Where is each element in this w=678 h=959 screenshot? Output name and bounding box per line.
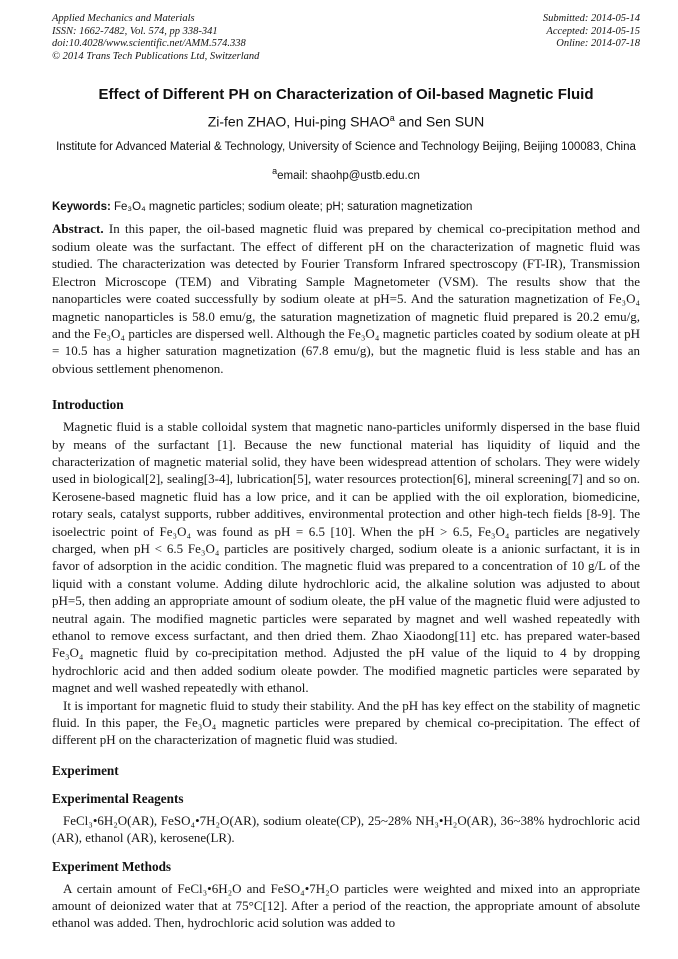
affiliation: Institute for Advanced Material & Technology, University of Science and Technology Beijing, Beijing 100083, China (56, 140, 636, 153)
paper-title: Effect of Different PH on Characterization of Oil-based Magnetic Fluid (98, 86, 594, 103)
journal-header-right (543, 13, 640, 63)
author-affiliation-superscript: a (389, 113, 395, 123)
keywords-label: Keywords: (52, 201, 111, 214)
copyright-line: © 2014 Trans Tech Publications Ltd, Switzerland (52, 50, 260, 62)
section-heading-introduction: Introduction (52, 397, 124, 413)
subsection-heading-experiment-methods: Experiment Methods (52, 858, 172, 874)
section-heading-experiment: Experiment (52, 762, 119, 778)
abstract-paragraph (52, 220, 640, 377)
subsection-heading-experimental-reagents: Experimental Reagents (52, 790, 184, 806)
issn-volume-line: ISSN: 1662-7482, Vol. 574, pp 338-341 (52, 25, 218, 37)
introduction-paragraph-1: Magnetic fluid is a stable colloidal system that magnetic nano-particles uniformly dispersed in the base fluid by means of the surfactant [1]. Because the new functional material has liquidity of liquid and the characterization of magnetic material solid, they have been widespread attention of scholars. They were widely used in biological[2], sealing[3-4], lubrication[5], water resources protection[6], mineral screening[7] and so on. Kerosene-based magnetic fluid has a low price, and it can be applied with the oil exploration, biomedicine, rotary seals, catalyst supports, rubber additives, environmental protection and other high-tech fields [8-9]. The isoelectric point of Fe₃O₄ was found as pH = 6.5 [10]. When the pH > 6.5, Fe₃O₄ particles are negatively charged, when pH < 6.5 Fe₃O₄ particles are positively charged, sodium oleate is a anionic surfactant, it is in favor of adsorption in the acidic condition. The magnetic fluid was prepared to a concentration of 10 g/L of the liquid with a constant volume. Adding dilute hydrochloric acid, the alkaline solution was adjusted to about pH=5, then adding an appropriate amount of sodium oleate, the pH value of the magnetic fluid were adjusted to neutral again. The modified magnetic particles were separated by magnet and well washed repeatedly with ethanol to remove excess surfactant, and then dried them. Zhao Xiaodong[11] etc. has prepared water-based Fe₃O₄ magnetic fluid by co-precipitation method. Adjusted the pH value of the liquid to 4 by dropping hydrochloric acid and then added sodium oleate powder. The modified magnetic particles were separated by magnet and well washed repeatedly with ethanol. (52, 419, 640, 696)
authors-line (52, 113, 640, 130)
journal-header (52, 13, 640, 63)
submitted-date: Submitted: 2014-05-14 (542, 13, 640, 24)
introduction-paragraph-2: It is important for magnetic fluid to study their stability. And the pH has key effect on the stability of magnetic fluid. In this paper, the Fe₃O₄ magnetic particles were prepared by chemical co-precipitation. The effect of different pH on the characterization of magnetic fluid was studied. (52, 697, 640, 748)
journal-name: Applied Mechanics and Materials (52, 13, 195, 24)
abstract-label: Abstract. (52, 221, 104, 237)
accepted-date: Accepted: 2014-05-15 (546, 25, 640, 37)
methods-paragraph: A certain amount of FeCl₃•6H₂O and FeSO₄•7H₂O particles were weighted and mixed into an appropriate amount of deionized water that at 75°C[12]. After a period of the reaction, the appropriate amount of absolute ethanol was added. Then, hydrochloric acid solution was added to (52, 880, 640, 931)
authors-text-tail: and Sen SUN (394, 113, 485, 130)
email-address: email: shaohp@ustb.edu.cn (277, 169, 420, 182)
email-line (52, 166, 640, 182)
reagents-paragraph: FeCl₃•6H₂O(AR), FeSO₄•7H₂O(AR), sodium oleate(CP), 25~28% NH₃•H₂O(AR), 36~38% hydrochloric acid (AR), ethanol (AR), kerosene(LR). (52, 812, 640, 846)
keywords-line (52, 201, 640, 213)
email-superscript: a (272, 165, 278, 176)
journal-header-left (52, 13, 259, 63)
abstract-text: In this paper, the oil-based magnetic fluid was prepared by chemical co-precipitation method and sodium oleate was the surfactant. The effect of different pH on the characterization of magnetic fluid was studied. The characterization was detected by Fourier Transform Infrared spectroscopy (FT-IR), Transmission Electron Microscope (TEM) and Vibrating Sample Magnetometer (VSM). The results show that the nanoparticles were coated successfully by sodium oleate at pH=5. And the saturation magnetization of Fe₃O₄ magnetic nanoparticles is 58.0 emu/g, the saturation magnetization of magnetic fluid prepared is 20.2 emu/g, and the Fe₃O₄ particles are dispersed well. Although the Fe₃O₄ magnetic particles coated by sodium oleate at pH = 10.5 has a higher saturation magnetization (67.8 emu/g), but the magnetic fluid is less stable and has an obvious settlement phenomenon. (52, 221, 640, 376)
keywords-text: Fe₃O₄ magnetic particles; sodium oleate; pH; saturation magnetization (110, 201, 473, 214)
doi-line: doi:10.4028/www.scientific.net/AMM.574.338 (52, 38, 246, 49)
authors-text: Zi-fen ZHAO, Hui-ping SHAO (207, 113, 390, 130)
online-date: Online: 2014-07-18 (556, 38, 640, 49)
